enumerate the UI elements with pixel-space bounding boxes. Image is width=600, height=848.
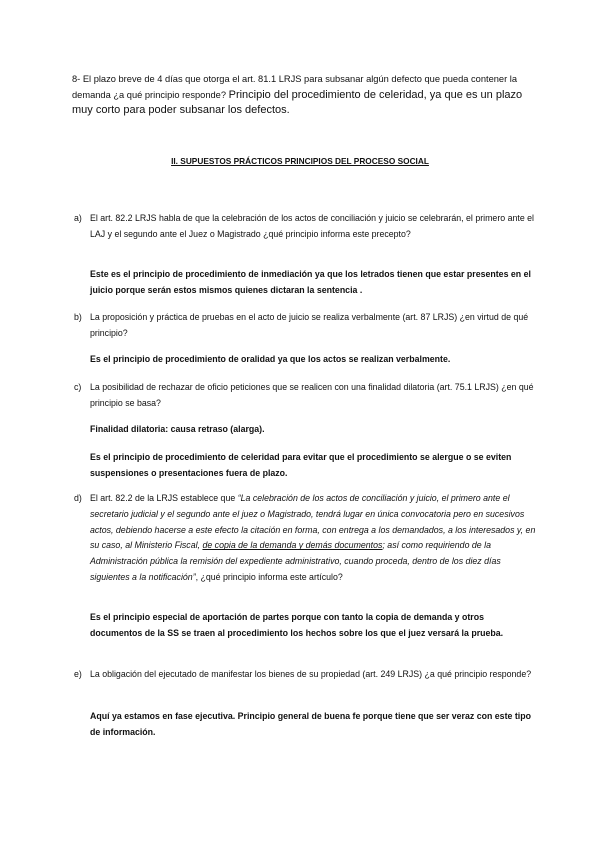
item-d-question-end: , ¿qué principio informa este artículo? [195, 571, 343, 582]
item-c-question [74, 380, 536, 412]
item-c-answer: Es el principio de procedimiento de celeridad para evitar que el procedimiento se alergue o se eviten suspensiones o presentaciones fuera de plazo. [90, 452, 512, 478]
item-e-question-text: La obligación del ejecutado de manifestar los bienes de su propiedad (art. 249 LRJS) ¿a qué principio responde? [90, 669, 532, 679]
item-c-note: Finalidad dilatoria: causa retraso (alarga). [90, 424, 265, 434]
item-d-question [74, 491, 536, 586]
item-a-question [74, 211, 536, 243]
item-e-question [74, 667, 536, 683]
section-title: II. SUPUESTOS PRÁCTICOS PRINCIPIOS DEL PROCESO SOCIAL [171, 156, 429, 166]
item-b-question [74, 310, 536, 342]
item-b-marker: b) [74, 312, 82, 322]
item-a-question-text: El art. 82.2 LRJS habla de que la celebración de los actos de conciliación y juicio se celebrarán, el primero ante el LAJ y el segundo ante el Juez o Magistrado ¿qué principio informa este precepto? [90, 213, 535, 239]
item-d-quote-part-1: “La celebración de los actos de conciliación y juicio, el primero ante el secretario judicial y el segundo ante el juez o Magistrado, tendrá lugar en única convocatoria pero en sucesivos actos, debiendo hacerse a este efecto la citación en forma, con entrega a los demandados, a los interesados y, en su caso, al Ministerio Fiscal, [90, 493, 536, 551]
question-8-text: 8- El plazo breve de 4 días que otorga el art. 81.1 LRJS para subsanar algún defecto que pueda contener la demanda ¿a qué principio responde? [72, 74, 518, 100]
item-d-marker: d) [74, 493, 82, 503]
item-a-answer: Este es el principio de procedimiento de inmediación ya que los letrados tienen que estar presentes en el juicio porque serán estos mismos quienes dictaran la sentencia . [90, 269, 531, 295]
item-b-question-text: La proposición y práctica de pruebas en el acto de juicio se realiza verbalmente (art. 87 LRJS) ¿en virtud de qué principio? [90, 312, 529, 338]
question-8-answer: Principio del procedimiento de celeridad, ya que es un plazo muy corto para poder subsanar los defectos. [72, 88, 523, 116]
item-a-marker: a) [74, 213, 82, 223]
item-c-question-text: La posibilidad de rechazar de oficio peticiones que se realicen con una finalidad dilatoria (art. 75.1 LRJS) ¿en qué principio se basa? [90, 382, 534, 408]
item-e-marker: e) [74, 669, 82, 679]
item-d-quote-part-2: ; así como requiriendo de la Administración pública la remisión del expediente administrativo, cuando proceda, dentro de los diez días siguientes a la notificación” [90, 540, 501, 582]
item-e-answer: Aquí ya estamos en fase ejecutiva. Principio general de buena fe porque tiene que ser veraz con este tipo de información. [90, 711, 531, 737]
item-d-underlined-phrase: de copia de la demanda y demás documentos [202, 540, 383, 551]
item-d-answer: Es el principio especial de aportación de partes porque con tanto la copia de demanda y otros documentos de la SS se traen al procedimiento los hechos sobre los que el juez versará la prueba. [90, 612, 504, 638]
item-b-answer: Es el principio de procedimiento de oralidad ya que los actos se realizan verbalmente. [90, 354, 451, 364]
question-8 [72, 72, 532, 119]
item-c-marker: c) [74, 382, 82, 392]
item-d-intro: El art. 82.2 de la LRJS establece que [90, 493, 238, 503]
